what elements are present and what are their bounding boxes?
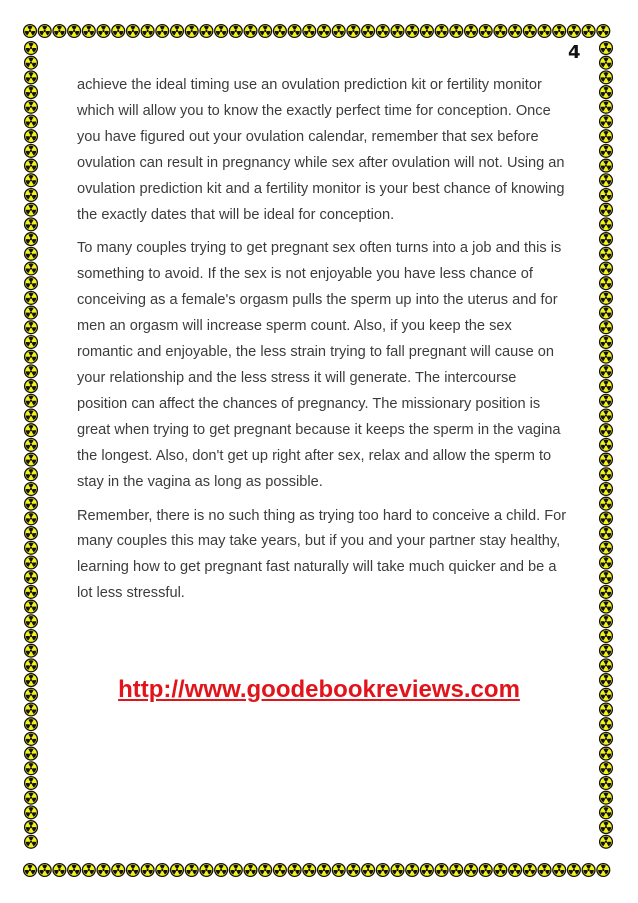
radiation-icon bbox=[25, 747, 38, 760]
radiation-icon bbox=[600, 556, 613, 569]
radiation-icon bbox=[600, 586, 613, 599]
radiation-icon bbox=[25, 56, 38, 69]
radiation-icon bbox=[600, 130, 613, 143]
radiation-icon bbox=[600, 321, 613, 334]
border-left bbox=[23, 40, 39, 862]
radiation-icon bbox=[25, 777, 38, 790]
radiation-icon bbox=[435, 864, 448, 877]
radiation-icon bbox=[523, 25, 536, 38]
radiation-icon bbox=[582, 25, 595, 38]
radiation-icon bbox=[600, 380, 613, 393]
radiation-icon bbox=[600, 365, 613, 378]
radiation-icon bbox=[25, 277, 38, 290]
radiation-icon bbox=[600, 145, 613, 158]
radiation-icon bbox=[25, 541, 38, 554]
radiation-icon bbox=[97, 864, 110, 877]
radiation-icon bbox=[303, 864, 316, 877]
radiation-icon bbox=[600, 791, 613, 804]
radiation-icon bbox=[600, 100, 613, 113]
radiation-icon bbox=[600, 615, 613, 628]
radiation-icon bbox=[25, 453, 38, 466]
radiation-icon bbox=[347, 25, 360, 38]
paragraph-3: Remember, there is no such thing as trying too hard to conceive a child. For many couples this may take years, but if you and your partner stay healthy, learning how to get pregnant fast naturally will take much quicker and be a lot less stressful. bbox=[77, 507, 567, 602]
radiation-icon bbox=[600, 762, 613, 775]
radiation-icon bbox=[600, 71, 613, 84]
radiation-icon bbox=[244, 25, 257, 38]
radiation-icon bbox=[25, 733, 38, 746]
radiation-icon bbox=[600, 42, 613, 55]
radiation-icon bbox=[600, 644, 613, 657]
radiation-icon bbox=[600, 439, 613, 452]
radiation-icon bbox=[25, 483, 38, 496]
body-text bbox=[77, 73, 569, 615]
radiation-icon bbox=[25, 703, 38, 716]
radiation-icon bbox=[600, 777, 613, 790]
radiation-icon bbox=[141, 25, 154, 38]
radiation-icon bbox=[568, 25, 581, 38]
page-number: 4 bbox=[568, 42, 581, 63]
radiation-icon bbox=[25, 174, 38, 187]
radiation-icon bbox=[112, 25, 125, 38]
radiation-icon bbox=[600, 262, 613, 275]
radiation-icon bbox=[185, 25, 198, 38]
radiation-icon bbox=[25, 659, 38, 672]
radiation-icon bbox=[600, 659, 613, 672]
radiation-icon bbox=[25, 527, 38, 540]
radiation-icon bbox=[421, 864, 434, 877]
radiation-icon bbox=[25, 571, 38, 584]
radiation-icon bbox=[494, 25, 507, 38]
radiation-icon bbox=[53, 864, 66, 877]
paragraph-2: To many couples trying to get pregnant sex often turns into a job and this is something to avoid. If the sex is not enjoyable you have less chance of conceiving as a female's orgasm pulls the sperm up into the uterus and for men an orgasm will increase sperm count. Also, if you keep the sex romantic and enjoyable, the less strain trying to fall pregnant will cause on your relationship and the less stress it will generate. The intercourse position can affect the chances of pregnancy. The missionary position is great when trying to get pregnant because it keeps the sperm in the vagina the longest. Also, don't get up right after sex, relax and allow the sperm to stay in the vagina as long as possible. bbox=[77, 240, 562, 490]
radiation-icon bbox=[553, 25, 566, 38]
radiation-icon bbox=[25, 86, 38, 99]
radiation-icon bbox=[25, 468, 38, 481]
radiation-icon bbox=[600, 718, 613, 731]
radiation-icon bbox=[25, 247, 38, 260]
radiation-icon bbox=[259, 864, 272, 877]
radiation-icon bbox=[229, 864, 242, 877]
radiation-icon bbox=[600, 512, 613, 525]
website-link[interactable]: http://www.goodebookreviews.com bbox=[118, 676, 520, 703]
radiation-icon bbox=[215, 25, 228, 38]
radiation-icon bbox=[25, 806, 38, 819]
radiation-icon bbox=[600, 821, 613, 834]
radiation-icon bbox=[479, 864, 492, 877]
radiation-icon bbox=[25, 189, 38, 202]
radiation-icon bbox=[303, 25, 316, 38]
radiation-icon bbox=[82, 25, 95, 38]
radiation-icon bbox=[600, 600, 613, 613]
radiation-icon bbox=[600, 292, 613, 305]
radiation-icon bbox=[25, 439, 38, 452]
radiation-icon bbox=[25, 71, 38, 84]
radiation-icon bbox=[25, 262, 38, 275]
radiation-icon bbox=[25, 145, 38, 158]
radiation-icon bbox=[53, 25, 66, 38]
radiation-icon bbox=[362, 25, 375, 38]
radiation-icon bbox=[25, 718, 38, 731]
radiation-icon bbox=[25, 159, 38, 172]
radiation-icon bbox=[600, 424, 613, 437]
radiation-icon bbox=[25, 306, 38, 319]
radiation-icon bbox=[435, 25, 448, 38]
radiation-icon bbox=[600, 483, 613, 496]
border-right bbox=[598, 40, 614, 862]
radiation-icon bbox=[600, 733, 613, 746]
radiation-icon bbox=[450, 25, 463, 38]
radiation-icon bbox=[568, 864, 581, 877]
radiation-icon bbox=[600, 497, 613, 510]
radiation-icon bbox=[25, 380, 38, 393]
radiation-icon bbox=[494, 864, 507, 877]
radiation-icon bbox=[479, 25, 492, 38]
radiation-icon bbox=[509, 864, 522, 877]
radiation-icon bbox=[200, 864, 213, 877]
radiation-icon bbox=[465, 864, 478, 877]
radiation-icon bbox=[538, 864, 551, 877]
radiation-icon bbox=[25, 600, 38, 613]
radiation-icon bbox=[25, 512, 38, 525]
radiation-icon bbox=[553, 864, 566, 877]
radiation-icon bbox=[171, 25, 184, 38]
radiation-icon bbox=[25, 218, 38, 231]
radiation-icon bbox=[600, 468, 613, 481]
radiation-icon bbox=[259, 25, 272, 38]
radiation-icon bbox=[406, 25, 419, 38]
radiation-icon bbox=[450, 864, 463, 877]
radiation-icon bbox=[25, 394, 38, 407]
radiation-icon bbox=[25, 497, 38, 510]
radiation-icon bbox=[244, 864, 257, 877]
radiation-icon bbox=[376, 864, 389, 877]
radiation-icon bbox=[391, 25, 404, 38]
radiation-icon bbox=[600, 541, 613, 554]
radiation-icon bbox=[523, 864, 536, 877]
radiation-icon bbox=[600, 630, 613, 643]
radiation-icon bbox=[600, 115, 613, 128]
radiation-icon bbox=[600, 571, 613, 584]
radiation-icon bbox=[600, 203, 613, 216]
radiation-icon bbox=[25, 321, 38, 334]
radiation-icon bbox=[38, 25, 51, 38]
radiation-icon bbox=[600, 703, 613, 716]
radiation-icon bbox=[215, 864, 228, 877]
radiation-icon bbox=[25, 100, 38, 113]
radiation-icon bbox=[600, 835, 613, 848]
radiation-icon bbox=[112, 864, 125, 877]
radiation-icon bbox=[600, 453, 613, 466]
radiation-icon bbox=[25, 821, 38, 834]
radiation-icon bbox=[600, 747, 613, 760]
radiation-icon bbox=[141, 864, 154, 877]
radiation-icon bbox=[597, 25, 610, 38]
radiation-icon bbox=[229, 25, 242, 38]
radiation-icon bbox=[68, 25, 81, 38]
radiation-icon bbox=[25, 203, 38, 216]
radiation-icon bbox=[97, 25, 110, 38]
radiation-icon bbox=[288, 864, 301, 877]
radiation-icon bbox=[600, 233, 613, 246]
radiation-icon bbox=[421, 25, 434, 38]
radiation-icon bbox=[600, 247, 613, 260]
radiation-icon bbox=[171, 864, 184, 877]
radiation-icon bbox=[68, 864, 81, 877]
radiation-icon bbox=[600, 218, 613, 231]
radiation-icon bbox=[600, 174, 613, 187]
radiation-icon bbox=[600, 350, 613, 363]
radiation-icon bbox=[600, 527, 613, 540]
radiation-icon bbox=[376, 25, 389, 38]
radiation-icon bbox=[332, 864, 345, 877]
radiation-icon bbox=[25, 365, 38, 378]
radiation-icon bbox=[465, 25, 478, 38]
radiation-icon bbox=[391, 864, 404, 877]
radiation-icon bbox=[25, 424, 38, 437]
radiation-icon bbox=[25, 556, 38, 569]
radiation-icon bbox=[318, 864, 331, 877]
radiation-icon bbox=[600, 56, 613, 69]
radiation-icon bbox=[24, 864, 37, 877]
radiation-icon bbox=[25, 115, 38, 128]
radiation-icon bbox=[509, 25, 522, 38]
radiation-icon bbox=[25, 350, 38, 363]
radiation-icon bbox=[600, 394, 613, 407]
border-top bbox=[22, 23, 620, 39]
radiation-icon bbox=[406, 864, 419, 877]
radiation-icon bbox=[25, 586, 38, 599]
radiation-icon bbox=[25, 630, 38, 643]
radiation-icon bbox=[25, 615, 38, 628]
radiation-icon bbox=[582, 864, 595, 877]
radiation-icon bbox=[597, 864, 610, 877]
radiation-icon bbox=[25, 42, 38, 55]
radiation-icon bbox=[25, 791, 38, 804]
radiation-icon bbox=[82, 864, 95, 877]
radiation-icon bbox=[600, 409, 613, 422]
radiation-icon bbox=[600, 806, 613, 819]
radiation-icon bbox=[156, 864, 169, 877]
radiation-icon bbox=[318, 25, 331, 38]
radiation-icon bbox=[24, 25, 37, 38]
radiation-icon bbox=[347, 864, 360, 877]
radiation-icon bbox=[362, 864, 375, 877]
radiation-icon bbox=[600, 306, 613, 319]
radiation-icon bbox=[274, 864, 287, 877]
radiation-icon bbox=[288, 25, 301, 38]
radiation-icon bbox=[38, 864, 51, 877]
radiation-icon bbox=[25, 292, 38, 305]
radiation-icon bbox=[332, 25, 345, 38]
radiation-icon bbox=[600, 159, 613, 172]
radiation-icon bbox=[600, 86, 613, 99]
radiation-icon bbox=[25, 762, 38, 775]
radiation-icon bbox=[25, 644, 38, 657]
radiation-icon bbox=[600, 336, 613, 349]
radiation-icon bbox=[600, 277, 613, 290]
radiation-icon bbox=[127, 25, 140, 38]
radiation-icon bbox=[274, 25, 287, 38]
radiation-icon bbox=[25, 130, 38, 143]
radiation-icon bbox=[200, 25, 213, 38]
radiation-icon bbox=[127, 864, 140, 877]
radiation-icon bbox=[600, 189, 613, 202]
radiation-icon bbox=[185, 864, 198, 877]
border-bottom bbox=[22, 862, 620, 878]
radiation-icon bbox=[25, 409, 38, 422]
radiation-icon bbox=[156, 25, 169, 38]
radiation-icon bbox=[25, 336, 38, 349]
radiation-icon bbox=[25, 233, 38, 246]
radiation-icon bbox=[25, 835, 38, 848]
paragraph-1: achieve the ideal timing use an ovulation prediction kit or fertility monitor which will allow you to know the exactly perfect time for conception. Once you have figured out your ovulation calendar, remember that sex before ovulation can result in pregnancy while sex after ovulation will not. Using an ovulation prediction kit and a fertility monitor is your best chance of knowing the exactly dates that will be ideal for conception. bbox=[77, 77, 565, 223]
radiation-icon bbox=[538, 25, 551, 38]
